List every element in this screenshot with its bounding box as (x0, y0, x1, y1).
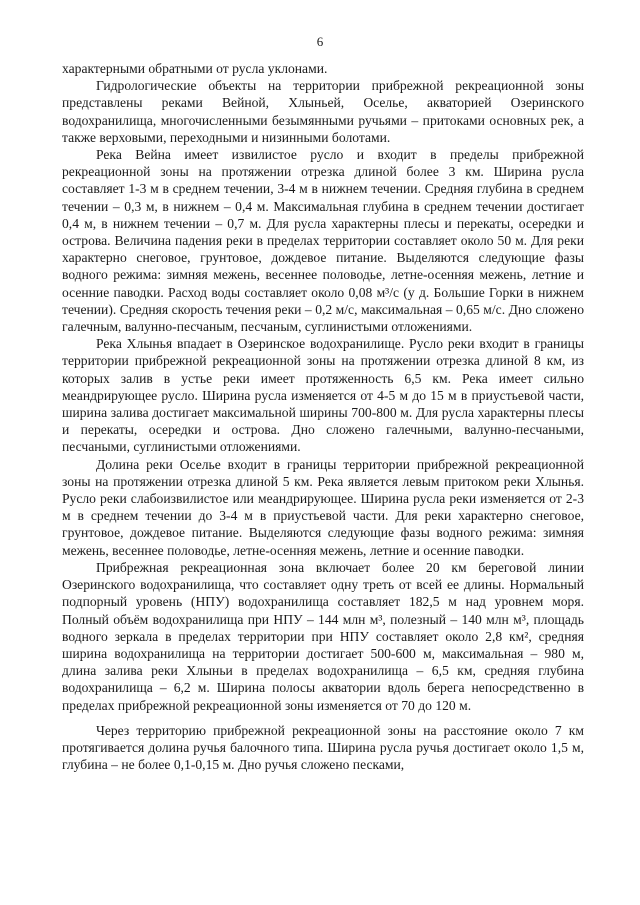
paragraph-reservoir: Прибрежная рекреационная зона включает более 20 км береговой линии Озеринского водохранилища, что составляет одну треть от всей ее длины. Нормальный подпорный уровень (НПУ) водохранилища составляет 182,5 м над уровнем моря. Полный объём водохранилища при НПУ – 144 млн м³, полезный – 140 млн м³, площадь водного зеркала в пределах территории при НПУ составляет около 2,8 км², средняя ширина водохранилища на территории достигает 500-600 м, максимальная – 980 м, длина залива реки Хлыньи в пределах водохранилища – 6,5 км, средняя глубина водохранилища – 6,2 м. Ширина полосы акватории вдоль берега непосредственно в пределах прибрежной рекреационной зоны изменяется от 70 до 120 м. (62, 559, 584, 713)
page-number: 6 (316, 34, 324, 49)
body-text (62, 60, 584, 773)
paragraph-continuation: характерными обратными от русла уклонами. (62, 61, 328, 76)
paragraph-khlynya-river: Река Хлынья впадает в Озеринское водохранилище. Русло реки входит в границы территории прибрежной рекреационной зоны на протяжении отрезка длиной 8 км, из которых залив в устье реки имеет протяженность 6,5 км. Река имеет сильно меандрирующее русло. Ширина русла изменяется от 4-5 м до 15 м в приустьевой части, ширина залива достигает максимальной ширины 700-800 м. Для русла характерны плесы и перекаты, осередки и острова. Дно сложено галечными, валунно-песчаными, песчаными, суглинистыми отложениями. (62, 336, 584, 455)
paragraph-osele-river: Долина реки Оселье входит в границы территории прибрежной рекреационной зоны на протяжении отрезка длиной 5 км. Река является левым притоком реки Хлынья. Русло реки слабоизвилистое или меандрирующее. Ширина русла реки изменяется от 2-3 м в среднем течении до 3-4 м в приустьевой части. Для реки характерно снеговое, грунтовое, дождевое питание. Выделяются следующие фазы водного режима: зимняя межень, весеннее половодье, летне-осенняя межень, летние и осенние паводки. (62, 456, 584, 558)
paragraph-stream-valley: Через территорию прибрежной рекреационной зоны на расстояние около 7 км протягивается долина ручья балочного типа. Ширина русла ручья достигает около 1,5 м, глубина – не более 0,1-0,15 м. Дно ручья сложено песками, (62, 722, 584, 773)
paragraph-hydrology-overview: Гидрологические объекты на территории прибрежной рекреационной зоны представлены реками Вейной, Хлыньей, Оселье, акваторией Озеринского водохранилища, многочисленными безымянными ручьями – притоками основных рек, а также верховыми, переходными и низинными болотами. (62, 78, 584, 145)
paragraph-veina-river: Река Вейна имеет извилистое русло и входит в пределы прибрежной рекреационной зоны на протяжении отрезка длиной более 3 км. Ширина русла составляет 1-3 м в среднем течении, 3-4 м в нижнем течении. Средняя глубина в среднем течении – 0,3 м, в нижнем – 0,4 м. Максимальная глубина в среднем течении достигает 0,4 м, в нижнем течении – 0,7 м. Для русла характерны плесы и перекаты, осередки и острова. Величина падения реки в пределах территории составляет около 50 м. Для реки характерно снеговое, грунтовое, дождевое питание. Выделяются следующие фазы водного режима: зимняя межень, весеннее половодье, летне-осенняя межень, летние и осенние паводки. Расход воды составляет около 0,08 м³/с (у д. Большие Горки в нижнем течении). Средняя скорость течения реки – 0,2 м/с, максимальная – 0,65 м/с. Дно сложено галечным, валунно-песчаным, песчаным, суглинистыми отложениями. (62, 147, 584, 335)
